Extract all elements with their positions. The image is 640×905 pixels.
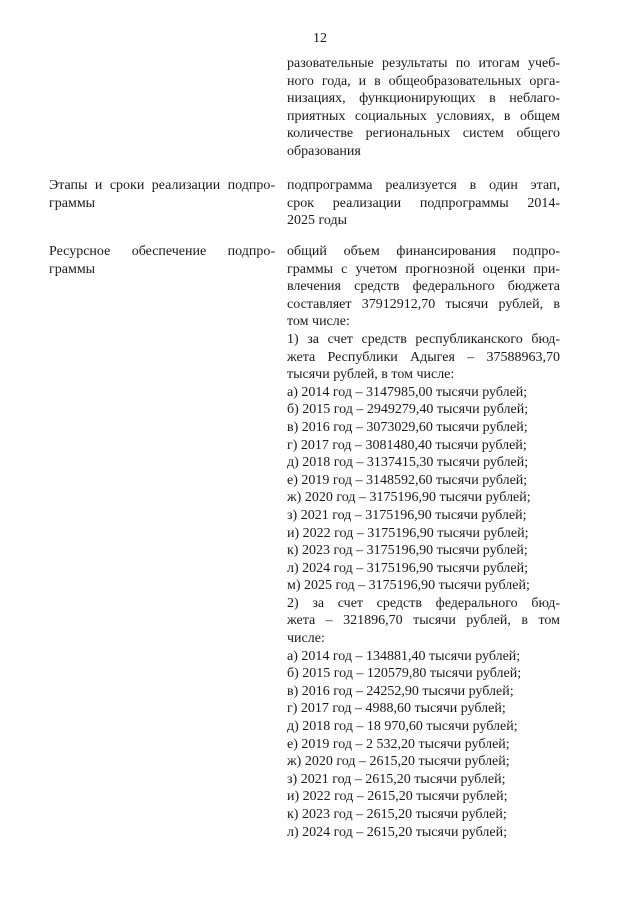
text-line: граммы с учетом прогнозной оценки при- (287, 261, 560, 277)
list-item: к) 2023 год – 2615,20 тысячи рублей; (287, 807, 507, 822)
list-item: а) 2014 год – 134881,40 тысячи рублей; (287, 648, 521, 664)
text-line: том числе: (287, 314, 350, 330)
list-item: з) 2021 год – 3175196,90 тысячи рублей; (287, 507, 527, 523)
list-item: м) 2025 год – 3175196,90 тысячи рублей; (287, 578, 530, 594)
text-line: 2025 годы (287, 213, 348, 229)
text-line: низациях, функционирующих в неблаго- (287, 91, 560, 107)
list-item: е) 2019 год – 3148592,60 тысячи рублей; (287, 472, 528, 488)
resources-value (287, 243, 560, 841)
label-line: Ресурсное обеспечение подпро- (49, 244, 275, 259)
text-line: жета – 321896,70 тысячи рублей, в том (287, 613, 560, 629)
text-line: разовательные результаты по итогам учеб- (287, 56, 560, 71)
list-item: и) 2022 год – 3175196,90 тысячи рублей; (287, 525, 529, 541)
text-line: подпрограмма реализуется в один этап, (287, 178, 560, 193)
text-line: числе: (287, 631, 325, 647)
list-item: г) 2017 год – 3081480,40 тысячи рублей; (287, 437, 527, 453)
list-item: е) 2019 год – 2 532,20 тысячи рублей; (287, 736, 510, 752)
text-line: ного года, и в общеобразовательных орга- (287, 73, 560, 89)
label-line: граммы (49, 261, 96, 277)
text-line: общий объем финансирования подпро- (287, 244, 560, 259)
list-item: к) 2023 год – 3175196,90 тысячи рублей; (287, 543, 528, 559)
text-line: 2) за счет средств федерального бюд- (287, 595, 560, 611)
text-line: количестве региональных систем общего (287, 126, 560, 142)
text-line: жета Республики Адыгея – 37588963,70 (287, 349, 560, 365)
list-item: в) 2016 год – 24252,90 тысячи рублей; (287, 683, 514, 699)
label-line: граммы (49, 195, 96, 211)
text-line: 1) за счет средств республиканского бюд- (287, 331, 560, 347)
list-item: а) 2014 год – 3147985,00 тысячи рублей; (287, 384, 528, 400)
label-line: Этапы и сроки реализации подпро- (49, 178, 275, 193)
text-line: составляет 37912912,70 тысячи рублей, в (287, 296, 560, 312)
text-line: приятных социальных условиях, в общем (287, 108, 560, 124)
list-item: д) 2018 год – 18 970,60 тысячи рублей; (287, 719, 518, 735)
list-item: б) 2015 год – 120579,80 тысячи рублей; (287, 666, 522, 682)
continuation-text (287, 55, 560, 161)
list-item: з) 2021 год – 2615,20 тысячи рублей; (287, 771, 506, 787)
list-item: в) 2016 год – 3073029,60 тысячи рублей; (287, 419, 528, 435)
list-item: ж) 2020 год – 2615,20 тысячи рублей; (287, 754, 510, 770)
list-item: д) 2018 год – 3137415,30 тысячи рублей; (287, 455, 529, 471)
text-line: влечения средств федерального бюджета (287, 279, 560, 295)
list-item: ж) 2020 год – 3175196,90 тысячи рублей; (287, 490, 531, 506)
list-item: г) 2017 год – 4988,60 тысячи рублей; (287, 701, 506, 717)
list-item: б) 2015 год – 2949279,40 тысячи рублей; (287, 402, 529, 418)
stages-label (49, 177, 275, 212)
stages-value (287, 177, 560, 230)
list-item: л) 2024 год – 2615,20 тысячи рублей; (287, 824, 507, 840)
list-item: и) 2022 год – 2615,20 тысячи рублей; (287, 789, 508, 805)
text-line: образования (287, 143, 361, 159)
text-line: тысячи рублей, в том числе: (287, 367, 455, 383)
text-line: срок реализации подпрограммы 2014- (287, 195, 560, 211)
list-item: л) 2024 год – 3175196,90 тысячи рублей; (287, 560, 528, 576)
page-number: 12 (313, 31, 327, 46)
resources-label (49, 243, 275, 278)
